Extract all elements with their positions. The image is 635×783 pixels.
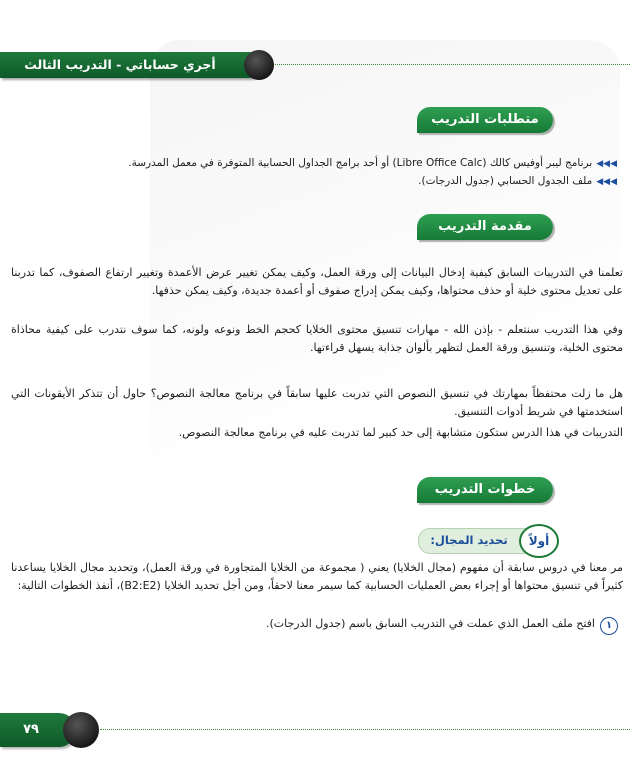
intro-heading: مقدمة التدريب: [417, 214, 553, 240]
page-title: أجري حساباتي - التدريب الثالث: [24, 57, 216, 72]
header-divider: [270, 64, 630, 65]
footer-divider: [100, 729, 630, 730]
page-number-cap: [63, 712, 99, 748]
first-badge: أولاً: [519, 524, 559, 558]
subsection-title: تحديد المجال:: [430, 533, 508, 547]
step-text: افتح ملف العمل الذي عملت في التدريب السابق باسم (جدول الدرجات).: [265, 617, 595, 630]
intro-paragraph: وفي هذا التدريب سنتعلم - بإذن الله - مهارات تنسيق محتوى الخلايا كحجم الخط ونوعه ولونه، كما سوف نتدرب على كيفية محاذاة محتوى الخلية، وتنسيق ورقة العمل لتظهر بألوان جذابة يسهل قراءتها.: [11, 323, 623, 354]
step-number-badge: ١: [600, 617, 618, 635]
intro-paragraph: هل ما زلت محتفظاً بمهارتك في تنسيق النصوص التي تدربت عليها سابقاً في برنامج معالجة النصوص؟ حاول أن تتذكر الأيقونات التي استخدمتها في شريط أدوات التنسيق.: [11, 387, 623, 418]
requirement-item: ◀◀◀ملف الجدول الحسابي (جدول الدرجات).: [418, 175, 617, 187]
intro-paragraph: التدريبات في هذا الدرس ستكون متشابهة إلى حد كبير لما تدربت عليه في برنامج معالجة النصوص.: [178, 426, 623, 439]
steps-heading: خطوات التدريب: [417, 477, 553, 503]
requirement-item: ◀◀◀برنامج ليبر أوفيس كالك (Libre Office Calc) أو أحد برامج الجداول الحسابية المتوفرة في معمل المدرسة.: [128, 157, 617, 169]
arrow-bullet-icon: ◀◀◀: [596, 177, 617, 187]
requirements-heading: متطلبات التدريب: [417, 107, 553, 133]
page-number: ٧٩: [23, 722, 39, 737]
first-step-paragraph: مر معنا في دروس سابقة أن مفهوم (مجال الخلايا) يعني ( مجموعة من الخلايا المتجاورة في ورقة العمل)، وتحديد مجال الخلايا يساعدنا كثيراً في تنسيق محتواها أو إجراء بعض العمليات الحسابية كما سيمر معنا لاحقاً، ومن أجل تحديد الخلايا (B2:E2)، أنفذ الخطوات التالية:: [11, 561, 623, 592]
header-banner-cap: [244, 50, 274, 80]
arrow-bullet-icon: ◀◀◀: [596, 159, 617, 169]
intro-paragraph: تعلمنا في التدريبات السابق كيفية إدخال البيانات إلى ورقة العمل، وكيف يمكن تغيير عرض الأعمدة وتغيير ارتفاع الصفوف، كما تدربنا على تعديل محتوى خلية أو حذف محتواها، وكيف يمكن إدراج صفوف أو أعمدة جديدة، وكيف يمكن حذفها.: [11, 266, 623, 297]
